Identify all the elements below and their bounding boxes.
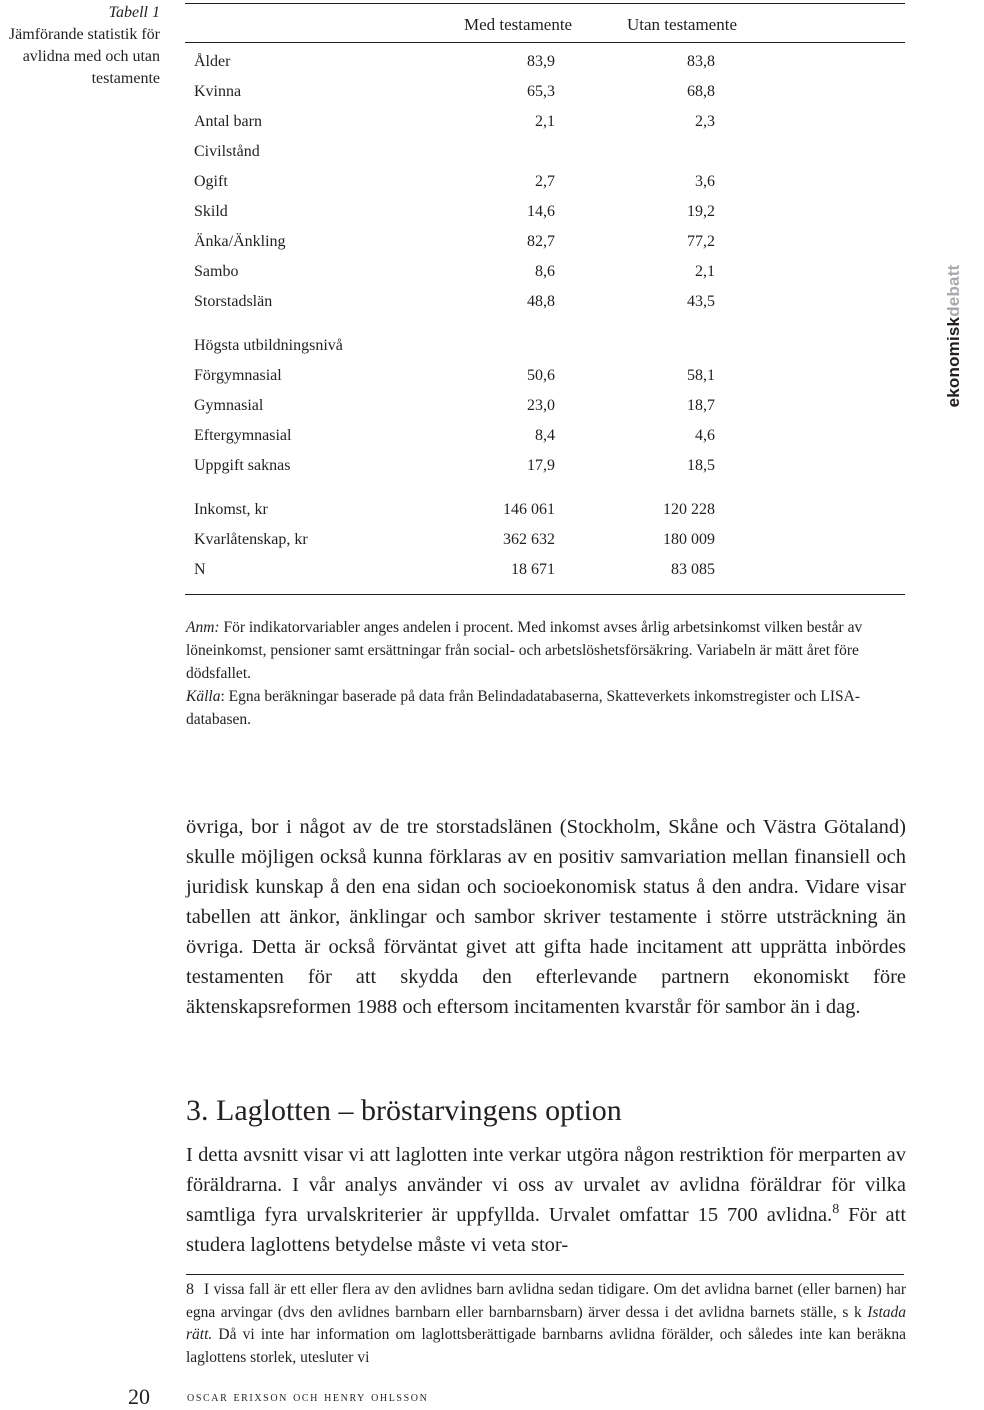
table-row [185,427,905,451]
table-row [185,531,905,555]
value-with-will: 362 632 [503,531,555,548]
value-without-will: 83 085 [671,561,715,578]
table-row [185,263,905,287]
value-without-will: 77,2 [687,233,715,250]
running-head: oscar erixson och henry ohlsson [187,1390,429,1405]
value-without-will: 2,3 [695,113,715,130]
row-label: Högsta utbildningsnivå [194,337,343,354]
value-without-will: 3,6 [695,173,715,190]
row-label: Gymnasial [194,397,264,414]
table-notes [186,616,908,731]
note-anm [186,616,908,685]
row-label: Ålder [194,53,231,70]
value-with-will: 83,9 [527,53,555,70]
value-without-will: 120 228 [663,501,715,518]
row-label: Uppgift saknas [194,457,291,474]
row-label: Skild [194,203,228,220]
footnote-rule [186,1274,904,1275]
table-row [185,457,905,481]
table-row [185,53,905,77]
row-label: Kvarlåtenskap, kr [194,531,308,548]
row-label: Ogift [194,173,228,190]
value-with-will: 8,4 [535,427,555,444]
table-caption-text: Jämförande statistik för avlidna med och utan testamente [8,26,160,87]
row-label: Änka/Änkling [194,233,286,250]
table-row [185,203,905,227]
column-header-with-will: Med testamente [464,15,573,34]
value-without-will: 180 009 [663,531,715,548]
table-row [185,397,905,421]
note-anm-label: Anm: [186,619,220,636]
note-source-label: Källa [186,688,221,705]
value-without-will: 83,8 [687,53,715,70]
value-without-will: 43,5 [687,293,715,310]
table-row [185,83,905,107]
table-top-rule [185,3,905,4]
table-row [185,233,905,257]
row-label: Kvinna [194,83,242,100]
table-row [185,501,905,525]
value-with-will: 17,9 [527,457,555,474]
page-number: 20 [128,1384,150,1409]
table-caption-title: Tabell 1 [108,4,160,21]
footnote-text-a: I vissa fall är ett eller flera av den avlidnes barn avlidna sedan tidigare. Om det avlidna barnet (eller barnen) har egna arvingar (dvs den avlidnes barnbarn eller barnbarnsbarn) ärver dessa i det avlidna barnets ställe, s k [186,1281,906,1321]
table-row [185,337,905,361]
value-with-will: 14,6 [527,203,555,220]
footnote [186,1279,906,1369]
value-with-will: 23,0 [527,397,555,414]
table-caption [0,2,160,90]
table-row [185,173,905,197]
row-label: Eftergymnasial [194,427,292,444]
section-paragraph-text-a: I detta avsnitt visar vi att laglotten inte verkar utgöra någon restriktion för merparten av föräldrarna. I vår analys använder vi oss av urvalet av avlidna föräldrar för vilka samtliga fyra urvalskriterier är uppfyllda. Urvalet omfattar 15 700 avlidna. [186,1144,906,1226]
value-without-will: 19,2 [687,203,715,220]
row-label: N [194,561,206,578]
row-label: Inkomst, kr [194,501,268,518]
row-label: Förgymnasial [194,367,282,384]
footnote-text-b: Då vi inte har information om laglottsberättigade barnbarns avlidna förälder, och således inte kan beräkna laglottens storlek, utesluter vi [186,1326,906,1366]
footnote-number: 8 [186,1281,194,1298]
note-anm-text: För indikatorvariabler anges andelen i procent. Med inkomst avses årlig arbetsinkomst vilken består av löneinkomst, pensioner samt ersättningar från social- och arbetslöshetsförsäkring. Variabeln är mätt året före dödsfallet. [186,619,863,682]
table-header-rule [185,42,905,43]
table-row [185,561,905,585]
footnote-text-emphasis: Istada rätt. [186,1303,906,1343]
value-without-will: 18,5 [687,457,715,474]
value-with-will: 50,6 [527,367,555,384]
note-source [186,685,908,731]
footnote-ref[interactable]: 8 [832,1202,840,1217]
brand-part-2: debatt [944,264,963,317]
value-without-will: 2,1 [695,263,715,280]
value-with-will: 146 061 [503,501,555,518]
journal-brand [924,251,984,421]
table-row [185,293,905,317]
section-paragraph [186,1140,906,1260]
section-paragraph-text-b: För att studera laglottens betydelse måste vi veta stor- [186,1204,907,1256]
value-with-will: 82,7 [527,233,555,250]
value-with-will: 65,3 [527,83,555,100]
note-source-text: : Egna beräkningar baserade på data från Belindadatabaserna, Skatteverkets inkomstregister och LISA-databasen. [186,688,861,728]
table-row [185,367,905,391]
value-with-will: 2,7 [535,173,555,190]
value-without-will: 68,8 [687,83,715,100]
value-with-will: 8,6 [535,263,555,280]
value-with-will: 18 671 [511,561,555,578]
value-with-will: 48,8 [527,293,555,310]
value-with-will: 2,1 [535,113,555,130]
row-label: Antal barn [194,113,262,130]
row-label: Storstadslän [194,293,273,310]
section-heading: 3. Laglotten – bröstarvingens option [186,1094,622,1127]
row-label: Civilstånd [194,143,260,160]
value-without-will: 58,1 [687,367,715,384]
body-paragraph: övriga, bor i något av de tre storstadslänen (Stockholm, Skåne och Västra Götaland) skulle möjligen också kunna förklaras av en positiv samvariation mellan finansiell och juridisk kunskap å den ena sidan och socioekonomisk status å den andra. Vidare visar tabellen att änkor, änklingar och sambor skriver testamente i större utsträckning än övriga. Detta är också förväntat givet att gifta hade incitament att upprätta inbördes testamenten för att skydda den efterlevande partnern ekonomiskt före äktenskapsreformen 1988 och eftersom incitamenten kvarstår för sambor än i dag. [186,816,906,1018]
column-header-without-will: Utan testamente [627,15,737,34]
table-row [185,113,905,137]
value-without-will: 4,6 [695,427,715,444]
table-bottom-rule [185,594,905,595]
row-label: Sambo [194,263,239,280]
value-without-will: 18,7 [687,397,715,414]
brand-part-1: ekonomisk [944,316,963,408]
table-row [185,143,905,167]
